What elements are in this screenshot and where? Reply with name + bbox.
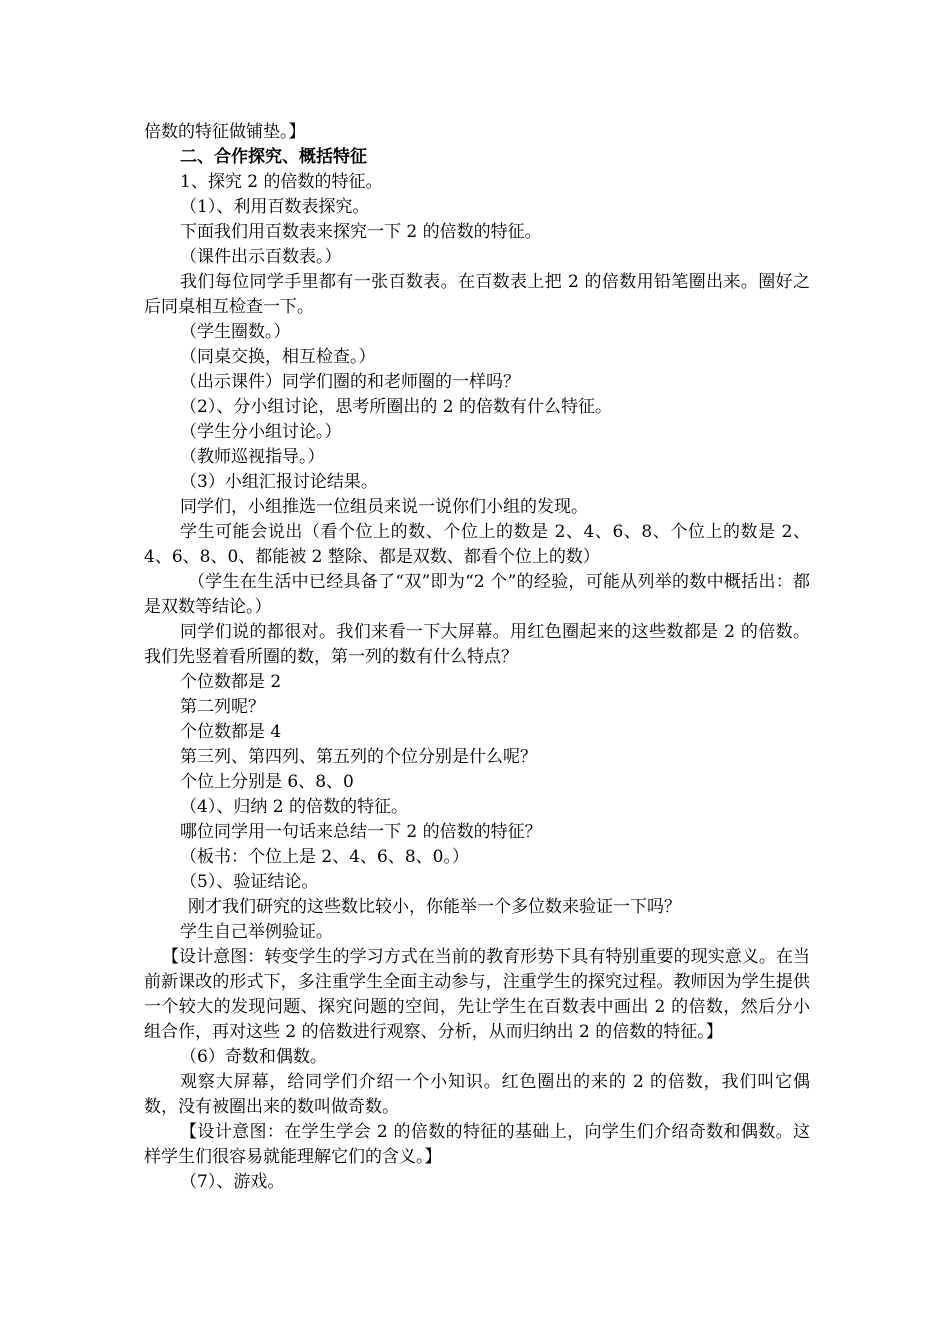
paragraph-21: 个位数都是 4 <box>180 722 282 742</box>
paragraph-19: 个位数都是 2 <box>180 672 282 692</box>
paragraph-6: （课件出示百数表。） <box>180 247 342 267</box>
paragraph-24: （4）、归纳 2 的倍数的特征。 <box>180 797 408 817</box>
paragraph-20: 第二列呢？ <box>180 697 265 717</box>
paragraph-8: （学生圈数。） <box>180 322 291 342</box>
paragraph-27: （5）、验证结论。 <box>180 872 319 892</box>
section-heading: 二、合作探究、概括特征 <box>180 147 367 167</box>
paragraph-14: （3）小组汇报讨论结果。 <box>180 472 378 492</box>
paragraph-25: 哪位同学用一句话来总结一下 2 的倍数的特征？ <box>180 822 542 842</box>
paragraph-29: 学生自己举例验证。 <box>180 922 333 942</box>
paragraph-32: 观察大屏幕，给同学们介绍一个小知识。红色圈出的来的 2 的倍数，我们叫它偶数，没有被圈出来的数叫做奇数。 <box>144 1072 810 1117</box>
document-page <box>144 120 810 1195</box>
paragraph-34: （7）、游戏。 <box>180 1172 285 1192</box>
paragraph-15: 同学们，小组推选一位组员来说一说你们小组的发现。 <box>180 497 588 517</box>
paragraph-3: 1、探究 2 的倍数的特征。 <box>180 172 383 192</box>
paragraph-22: 第三列、第四列、第五列的个位分别是什么呢？ <box>180 747 537 767</box>
paragraph-10: （出示课件）同学们圈的和老师圈的一样吗？ <box>180 372 520 392</box>
paragraph-28: 刚才我们研究的这些数比较小，你能举一个多位数来验证一下吗？ <box>188 897 681 917</box>
paragraph-26: （板书：个位上是 2、4、6、8、0。） <box>180 847 469 867</box>
paragraph-7: 我们每位同学手里都有一张百数表。在百数表上把 2 的倍数用铅笔圈出来。圈好之后同桌相互检查一下。 <box>144 272 810 317</box>
paragraph-11: （2）、分小组讨论，思考所圈出的 2 的倍数有什么特征。 <box>180 397 612 417</box>
paragraph-1: 倍数的特征做铺垫。】 <box>144 122 306 142</box>
paragraph-4: （1）、利用百数表探究。 <box>180 197 370 217</box>
paragraph-18: 同学们说的都很对。我们来看一下大屏幕。用红色圈起来的这些数都是 2 的倍数。我们先竖着看所圈的数，第一列的数有什么特点？ <box>144 622 810 667</box>
design-intent-paragraph-2: 【设计意图：在学生学会 2 的倍数的特征的基础上，向学生们介绍奇数和偶数。这样学生们很容易就能理解它们的含义。】 <box>144 1122 810 1167</box>
paragraph-13: （教师巡视指导。） <box>180 447 325 467</box>
design-intent-paragraph-1: 【设计意图：转变学生的学习方式在当前的教育形势下具有特别重要的现实意义。在当前新课改的形式下，多注重学生全面主动参与，注重学生的探究过程。教师因为学生提供一个较大的发现问题、探究问题的空间，先让学生在百数表中画出 2 的倍数，然后分小组合作，再对这些 2 的倍数进行观察、分析，从而归纳出 2 的倍数的特征。】 <box>144 947 810 1042</box>
paragraph-16: 学生可能会说出（看个位上的数、个位上的数是 2、4、6、8、个位上的数是 2、4、6、8、0、都能被 2 整除、都是双数、都看个位上的数） <box>144 522 810 567</box>
paragraph-5: 下面我们用百数表来探究一下 2 的倍数的特征。 <box>180 222 542 242</box>
paragraph-31: （6）奇数和偶数。 <box>180 1047 327 1067</box>
paragraph-23: 个位上分别是 6、8、0 <box>180 772 354 792</box>
paragraph-12: （学生分小组讨论。） <box>180 422 342 442</box>
paragraph-17: （学生在生活中已经具备了“双”即为“2 个”的经验，可能从列举的数中概括出：都是双数等结论。） <box>144 572 810 617</box>
paragraph-9: （同桌交换，相互检查。） <box>180 347 376 367</box>
